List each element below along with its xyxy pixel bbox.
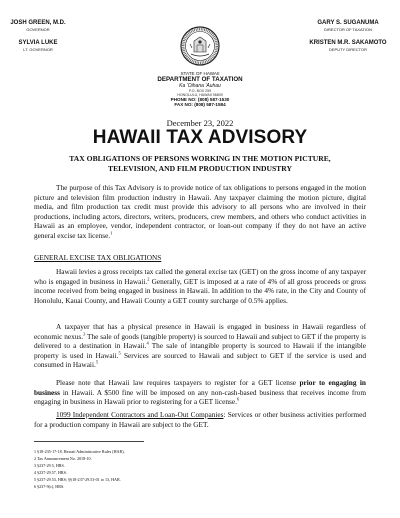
state-name: STATE OF HAWAII <box>180 71 220 76</box>
license-text-b: in Hawaii. A $500 fine will be imposed on any non-cash-based business that receives income from engaging in business in Hawaii prior to registering for a GET license. <box>34 387 366 407</box>
sourcing-text-c: The sale of intangible property is sourced to Hawaii if the intangible property is used in Hawaii. <box>34 341 366 360</box>
sourcing-text-b: The sale of goods (tangible property) is sourced to Hawaii and subject to GET if the property is delivered to a destination in Hawaii. <box>34 331 367 351</box>
phone-number: PHONE NO: (808) 587-1530 <box>170 97 230 102</box>
footnote-item: 6 §237-9(c), HRS. <box>34 483 65 489</box>
lt-governor-title: LT. GOVERNOR <box>23 47 53 52</box>
director-title: DIRECTOR OF TAXATION <box>324 27 372 32</box>
sourcing-text-d: Services are sourced to Hawaii and subject to GET if the service is used and consumed in Hawaii. <box>34 350 366 370</box>
get-rate-text-b: Generally, GET is imposed at a rate of 4% of all gross proceeds or gross income received from being engaged in business in Hawaii. In addition to the 4% rate, in the City and County of Honolulu, Kauai County, and Hawaii County a GET county surcharge of 0.5% applies. <box>34 276 366 305</box>
footnote-ref-5a: 5 <box>118 350 121 356</box>
purpose-paragraph <box>34 183 366 241</box>
governor-title: GOVERNOR <box>26 27 50 32</box>
city-address: HONOLULU, HAWAII 96809 <box>177 93 223 97</box>
subtitle-line-1: TAX OBLIGATIONS OF PERSONS WORKING IN THE MOTION PICTURE, <box>69 154 331 163</box>
governor-name: JOSH GREEN, M.D. <box>10 20 66 26</box>
footnote-item: 4 §237-29.57, HRS. <box>34 469 67 475</box>
get-rate-paragraph <box>34 267 366 305</box>
footnote-item: 3 §237-29.5, HRS. <box>34 462 65 468</box>
footnote-ref-2: 2 <box>147 276 150 282</box>
footnote-ref-4: 4 <box>146 340 149 346</box>
state-seal-icon <box>180 26 220 66</box>
director-name: GARY S. SUGANUMA <box>317 20 379 26</box>
footnote-ref-6: 6 <box>236 396 240 402</box>
advisory-subtitle <box>40 154 360 174</box>
department-hawaiian-name: Ka ʻOihana ʻAuhau <box>179 83 221 89</box>
purpose-text: The purpose of this Tax Advisory is to provide notice of tax obligations to persons engaged in the motion picture and television film production industry in Hawaii. Any taxpayer claiming the motion picture, digital media, and film production tax credit must provide this advisory to all persons who are involved in their productions, including actors, directors, writers, producers, crew members, and others who conduct activities in Hawaii as an employee, vendor, independent contractor, or loan-out company if they do not have an active general excise tax license. <box>34 183 366 240</box>
footnote-ref-5b: 5 <box>95 359 99 365</box>
footnote-divider <box>34 441 144 442</box>
lt-governor-name: SYLVIA LUKE <box>18 40 58 46</box>
fax-number: FAX NO: (808) 587-1584 <box>174 102 226 107</box>
subtitle-line-2: TELEVISION, AND FILM PRODUCTION INDUSTRY <box>108 164 292 173</box>
footnotes <box>34 449 334 490</box>
sourcing-text-a: A taxpayer that has a physical presence in Hawaii is engaged in business in Hawaii regardless of economic nexus. <box>34 322 366 341</box>
advisory-date: December 23, 2022 <box>166 118 234 128</box>
get-rate-text-a: Hawaii levies a gross receipts tax called the general excise tax (GET) on the gross income of any taxpayer who is engaged in business in Hawaii. <box>34 267 366 286</box>
license-bold-text: prior to engaging in business <box>34 378 366 397</box>
contractors-paragraph <box>34 410 366 429</box>
sourcing-paragraph <box>34 322 366 370</box>
footnote-item: 1 §18-235-17-18, Hawaii Administrative Rules (HAR). <box>34 449 125 454</box>
footnote-item: 2 Tax Announcement No. 2018-10. <box>34 455 92 461</box>
po-box: P.O. BOX 259 <box>188 89 212 93</box>
department-name: DEPARTMENT OF TAXATION <box>157 76 243 83</box>
get-obligations-heading: GENERAL EXCISE TAX OBLIGATIONS <box>34 253 162 262</box>
contractors-text: : Services or other business activities performed for a production company in Hawaii are subject to the GET. <box>34 410 366 429</box>
license-text-a: Please note that Hawaii law requires taxpayers to register for a GET license <box>56 378 300 387</box>
deputy-director-title: DEPUTY DIRECTOR <box>328 47 368 52</box>
advisory-title: HAWAII TAX ADVISORY <box>92 127 308 148</box>
footnote-ref-1: 1 <box>110 230 113 236</box>
deputy-director-name: KRISTEN M.R. SAKAMOTO <box>309 40 387 46</box>
contractors-heading: 1099 Independent Contractors and Loan-Out Companies <box>56 410 224 419</box>
license-paragraph <box>34 378 366 407</box>
footnote-ref-3: 3 <box>83 331 86 337</box>
footnote-item: 5 §237-29.53, HRS; §§18-237-29.53-01 to 13, HAR. <box>34 476 121 482</box>
